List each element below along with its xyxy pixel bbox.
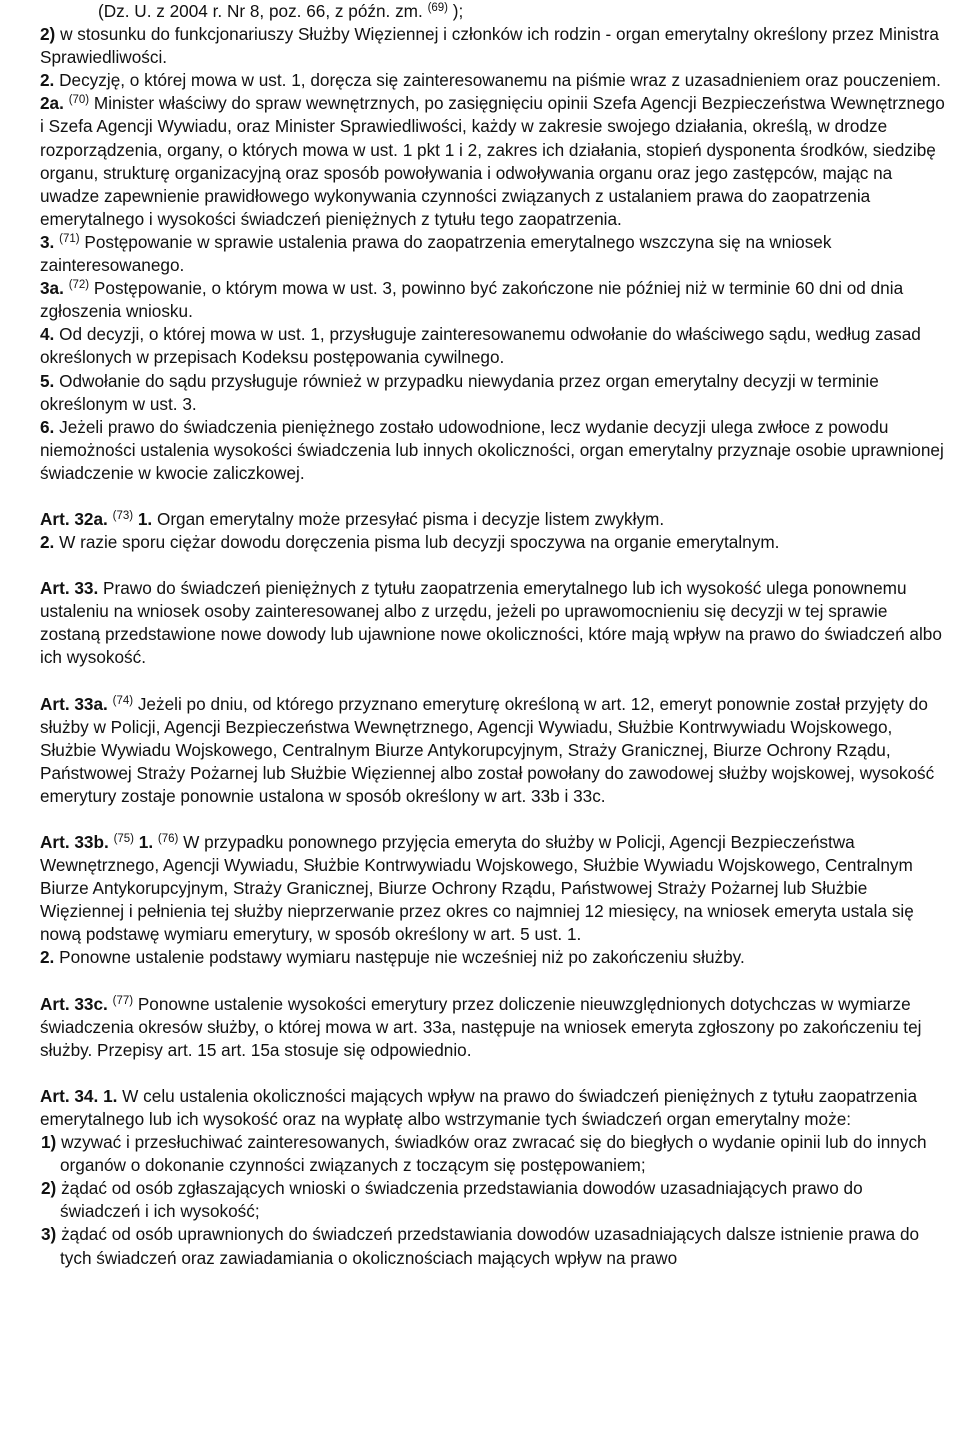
section-2 bbox=[1, 69, 946, 92]
section-number: 3. bbox=[40, 231, 55, 252]
section-text: Jeżeli prawo do świadczenia pieniężnego zostało udowodnione, lecz wydanie decyzji ulega zwłoce z powodu niemożności ustalenia wysokości świadczenia lub innych okoliczności, organ emerytalny przyznaje osobie uprawnionej świadczenie w kwocie zaliczkowej. bbox=[40, 416, 944, 483]
article-number: Art. 33a. bbox=[40, 693, 108, 714]
point-number: 2) bbox=[41, 1178, 57, 1199]
article-number: Art. 34. bbox=[40, 1085, 99, 1106]
section-3a bbox=[1, 277, 946, 323]
footnote-ref: (77) bbox=[112, 994, 134, 1007]
section-text: Postępowanie w sprawie ustalenia prawa do zaopatrzenia emerytalnego wszczyna się na wniosek zainteresowanego. bbox=[40, 231, 832, 276]
article-number: Art. 32a. bbox=[40, 508, 108, 529]
section-number: 5. bbox=[40, 370, 55, 391]
section-2a bbox=[1, 92, 946, 231]
paragraph-gap bbox=[1, 485, 946, 508]
point-text: żądać od osób zgłaszających wnioski o świadczenia przedstawiania dowodów uzasadniających prawo do świadczeń i ich wysokość; bbox=[56, 1178, 863, 1222]
section-text: Decyzję, o której mowa w ust. 1, doręcza się zainteresowanemu na piśmie wraz z uzasadnieniem oraz pouczeniem. bbox=[54, 70, 941, 91]
section-text: Odwołanie do sądu przysługuje również w przypadku niewydania przez organ emerytalny decyzji w terminie określonym w ust. 3. bbox=[40, 370, 879, 414]
point-text: wzywać i przesłuchiwać zainteresowanych, świadków oraz zwracać się do biegłych o wydanie opinii lub do innych organów o dokonanie czynności związanych z toczącym się postępowaniem; bbox=[56, 1132, 927, 1176]
section-number: 2. bbox=[40, 70, 55, 91]
section-text: Ponowne ustalenie podstawy wymiaru następuje nie wcześniej niż po zakończeniu służby. bbox=[54, 947, 745, 968]
article-text: Ponowne ustalenie wysokości emerytury przez doliczenie nieuwzględnionych dotychczas w wymiarze świadczenia okresów służby, o której mowa w art. 33a, następuje na wniosek emeryta zgłoszony po zakończeniu tej służby. Przepisy art. 15 art. 15a stosuje się odpowiednio. bbox=[40, 993, 922, 1060]
footnote-ref: (72) bbox=[68, 279, 90, 292]
article-34-point-2 bbox=[1, 1177, 946, 1223]
section-number: 2. bbox=[40, 532, 55, 553]
section-number: 2. bbox=[40, 947, 55, 968]
article-number: Art. 33b. bbox=[40, 832, 109, 852]
article-34-point-3 bbox=[1, 1223, 946, 1269]
article-34 bbox=[1, 1085, 946, 1131]
section-5 bbox=[1, 370, 946, 416]
footnote-ref: (76) bbox=[157, 833, 179, 845]
article-text: W celu ustalenia okoliczności mających wpływ na prawo do świadczeń pieniężnych z tytułu zaopatrzenia emerytalnego lub ich wysokość oraz na wypłatę albo wstrzymanie tych świadczeń organ emerytalny może: bbox=[40, 1085, 918, 1129]
footnote-ref: (71) bbox=[59, 232, 80, 245]
section-text: Postępowanie, o którym mowa w ust. 3, powinno być zakończone nie później niż w terminie 60 dni od dnia zgłoszenia wniosku. bbox=[40, 278, 904, 322]
footnote-ref: (75) bbox=[113, 833, 135, 845]
article-33c bbox=[1, 993, 946, 1062]
article-33a bbox=[1, 693, 946, 808]
article-text: Jeżeli po dniu, od którego przyznano emeryturę określoną w art. 12, emeryt ponownie został przyjęty do służby w Policji, Agencji Bezpieczeństwa Wewnętrznego, Agencji Wywiadu, Służbie Kontrwywiadu Wojskowego, Służbie Wywiadu Wojskowego, Centralnym Biurze Antykorupcyjnym, Straży Granicznej, Biurze Ochrony Rządu, Państwowej Straży Pożarnej lub Służbie Więziennej albo został powołany do zawodowej służby wojskowej, wysokość emerytury zostaje ponownie ustalona w sposób określony w art. 33b i 33c. bbox=[40, 693, 935, 806]
section-text: Od decyzji, o której mowa w ust. 1, przysługuje zainteresowanemu odwołanie do właściwego sądu, według zasad określonych w przepisach Kodeksu postępowania cywilnego. bbox=[40, 324, 921, 368]
footnote-ref: (69) bbox=[427, 2, 449, 14]
section-number: 1. bbox=[138, 832, 154, 852]
citation-text: (Dz. U. z 2004 r. Nr 8, poz. 66, z późn. zm. bbox=[98, 1, 428, 21]
section-number: 6. bbox=[40, 416, 55, 437]
footnote-ref: (70) bbox=[68, 94, 90, 107]
section-number: 1. bbox=[137, 508, 153, 529]
section-number: 1. bbox=[103, 1085, 118, 1106]
article-33b-section-2 bbox=[1, 946, 946, 969]
section-number: 4. bbox=[40, 324, 55, 345]
point-number: 1) bbox=[41, 1132, 57, 1153]
footnote-ref: (74) bbox=[112, 694, 134, 707]
article-33 bbox=[1, 577, 946, 669]
paragraph-gap bbox=[1, 554, 946, 577]
article-32a-section-2 bbox=[1, 531, 946, 554]
section-number: 3a. bbox=[40, 278, 64, 299]
footnote-ref: (73) bbox=[112, 509, 134, 522]
section-3 bbox=[1, 231, 946, 277]
point-text: w stosunku do funkcjonariuszy Służby Więziennej i członków ich rodzin - organ emerytalny określony przez Ministra Sprawiedliwości. bbox=[40, 24, 939, 68]
article-text: Prawo do świadczeń pieniężnych z tytułu zaopatrzenia emerytalnego lub ich wysokość ulega ponownemu ustaleniu na wniosek osoby zainteresowanej albo z urzędu, jeżeli po uprawomocnieniu się decyzji w tej sprawie zostaną przedstawione nowe dowody lub ujawnione nowe okoliczności, które mają wpływ na prawo do świadczeń albo ich wysokość. bbox=[40, 578, 942, 668]
point-number: 3) bbox=[41, 1224, 57, 1245]
article-33b bbox=[1, 831, 946, 946]
section-number: 2a. bbox=[40, 93, 64, 114]
section-4 bbox=[1, 323, 946, 369]
article-number: Art. 33. bbox=[40, 578, 99, 599]
paragraph-gap bbox=[1, 1062, 946, 1085]
section-6 bbox=[1, 416, 946, 485]
paragraph-gap bbox=[1, 970, 946, 993]
point-text: żądać od osób uprawnionych do świadczeń przedstawiania dowodów uzasadniających dalsze istnienie prawa do tych świadczeń oraz zawiadamiania o okolicznościach mających wpływ na prawo bbox=[56, 1224, 920, 1268]
paragraph-gap bbox=[1, 670, 946, 693]
section-text: Minister właściwy do spraw wewnętrznych, po zasięgnięciu opinii Szefa Agencji Bezpieczeństwa Wewnętrznego i Szefa Agencji Wywiadu, oraz Minister Sprawiedliwości, każdy w zakresie swojego działania, określą, w drodze rozporządzenia, organy, o których mowa w ust. 1 pkt 1 i 2, zakres ich działania, stopień dysponenta środków, siedzibę organu, strukturę organizacyjną oraz sposób powoływania i odwoływania organu oraz jego zastępców, mając na uwadze zapewnienie prawidłowego wykonywania czynności związanych z ustalaniem prawa do zaopatrzenia emerytalnego i wysokości świadczeń pieniężnych z tytułu tego zaopatrzenia. bbox=[40, 93, 945, 229]
point-number: 2) bbox=[40, 24, 56, 45]
citation-line bbox=[1, 0, 946, 23]
paragraph-gap bbox=[1, 808, 946, 831]
article-34-point-1 bbox=[1, 1131, 946, 1177]
point-2 bbox=[1, 23, 946, 69]
article-text: Organ emerytalny może przesyłać pisma i decyzje listem zwykłym. bbox=[152, 508, 665, 529]
citation-end: ); bbox=[448, 1, 464, 21]
article-text: W przypadku ponownego przyjęcia emeryta do służby w Policji, Agencji Bezpieczeństwa Wewnętrznego, Agencji Wywiadu, Służbie Kontrwywiadu Wojskowego, Służbie Wywiadu Wojskowego, Centralnym Biurze Antykorupcyjnym, Straży Granicznej, Biurze Ochrony Rządu, Państwowej Straży Pożarnej lub Służbie Więziennej i pełnienia tej służby nieprzerwanie przez okres co najmniej 12 miesięcy, na wniosek emeryta ustala się nową podstawę wymiaru emerytury, w sposób określony w art. 5 ust. 1. bbox=[40, 832, 914, 945]
article-number: Art. 33c. bbox=[40, 993, 108, 1014]
section-text: W razie sporu ciężar dowodu doręczenia pisma lub decyzji spoczywa na organie emerytalnym. bbox=[54, 532, 780, 553]
article-32a bbox=[1, 508, 946, 531]
